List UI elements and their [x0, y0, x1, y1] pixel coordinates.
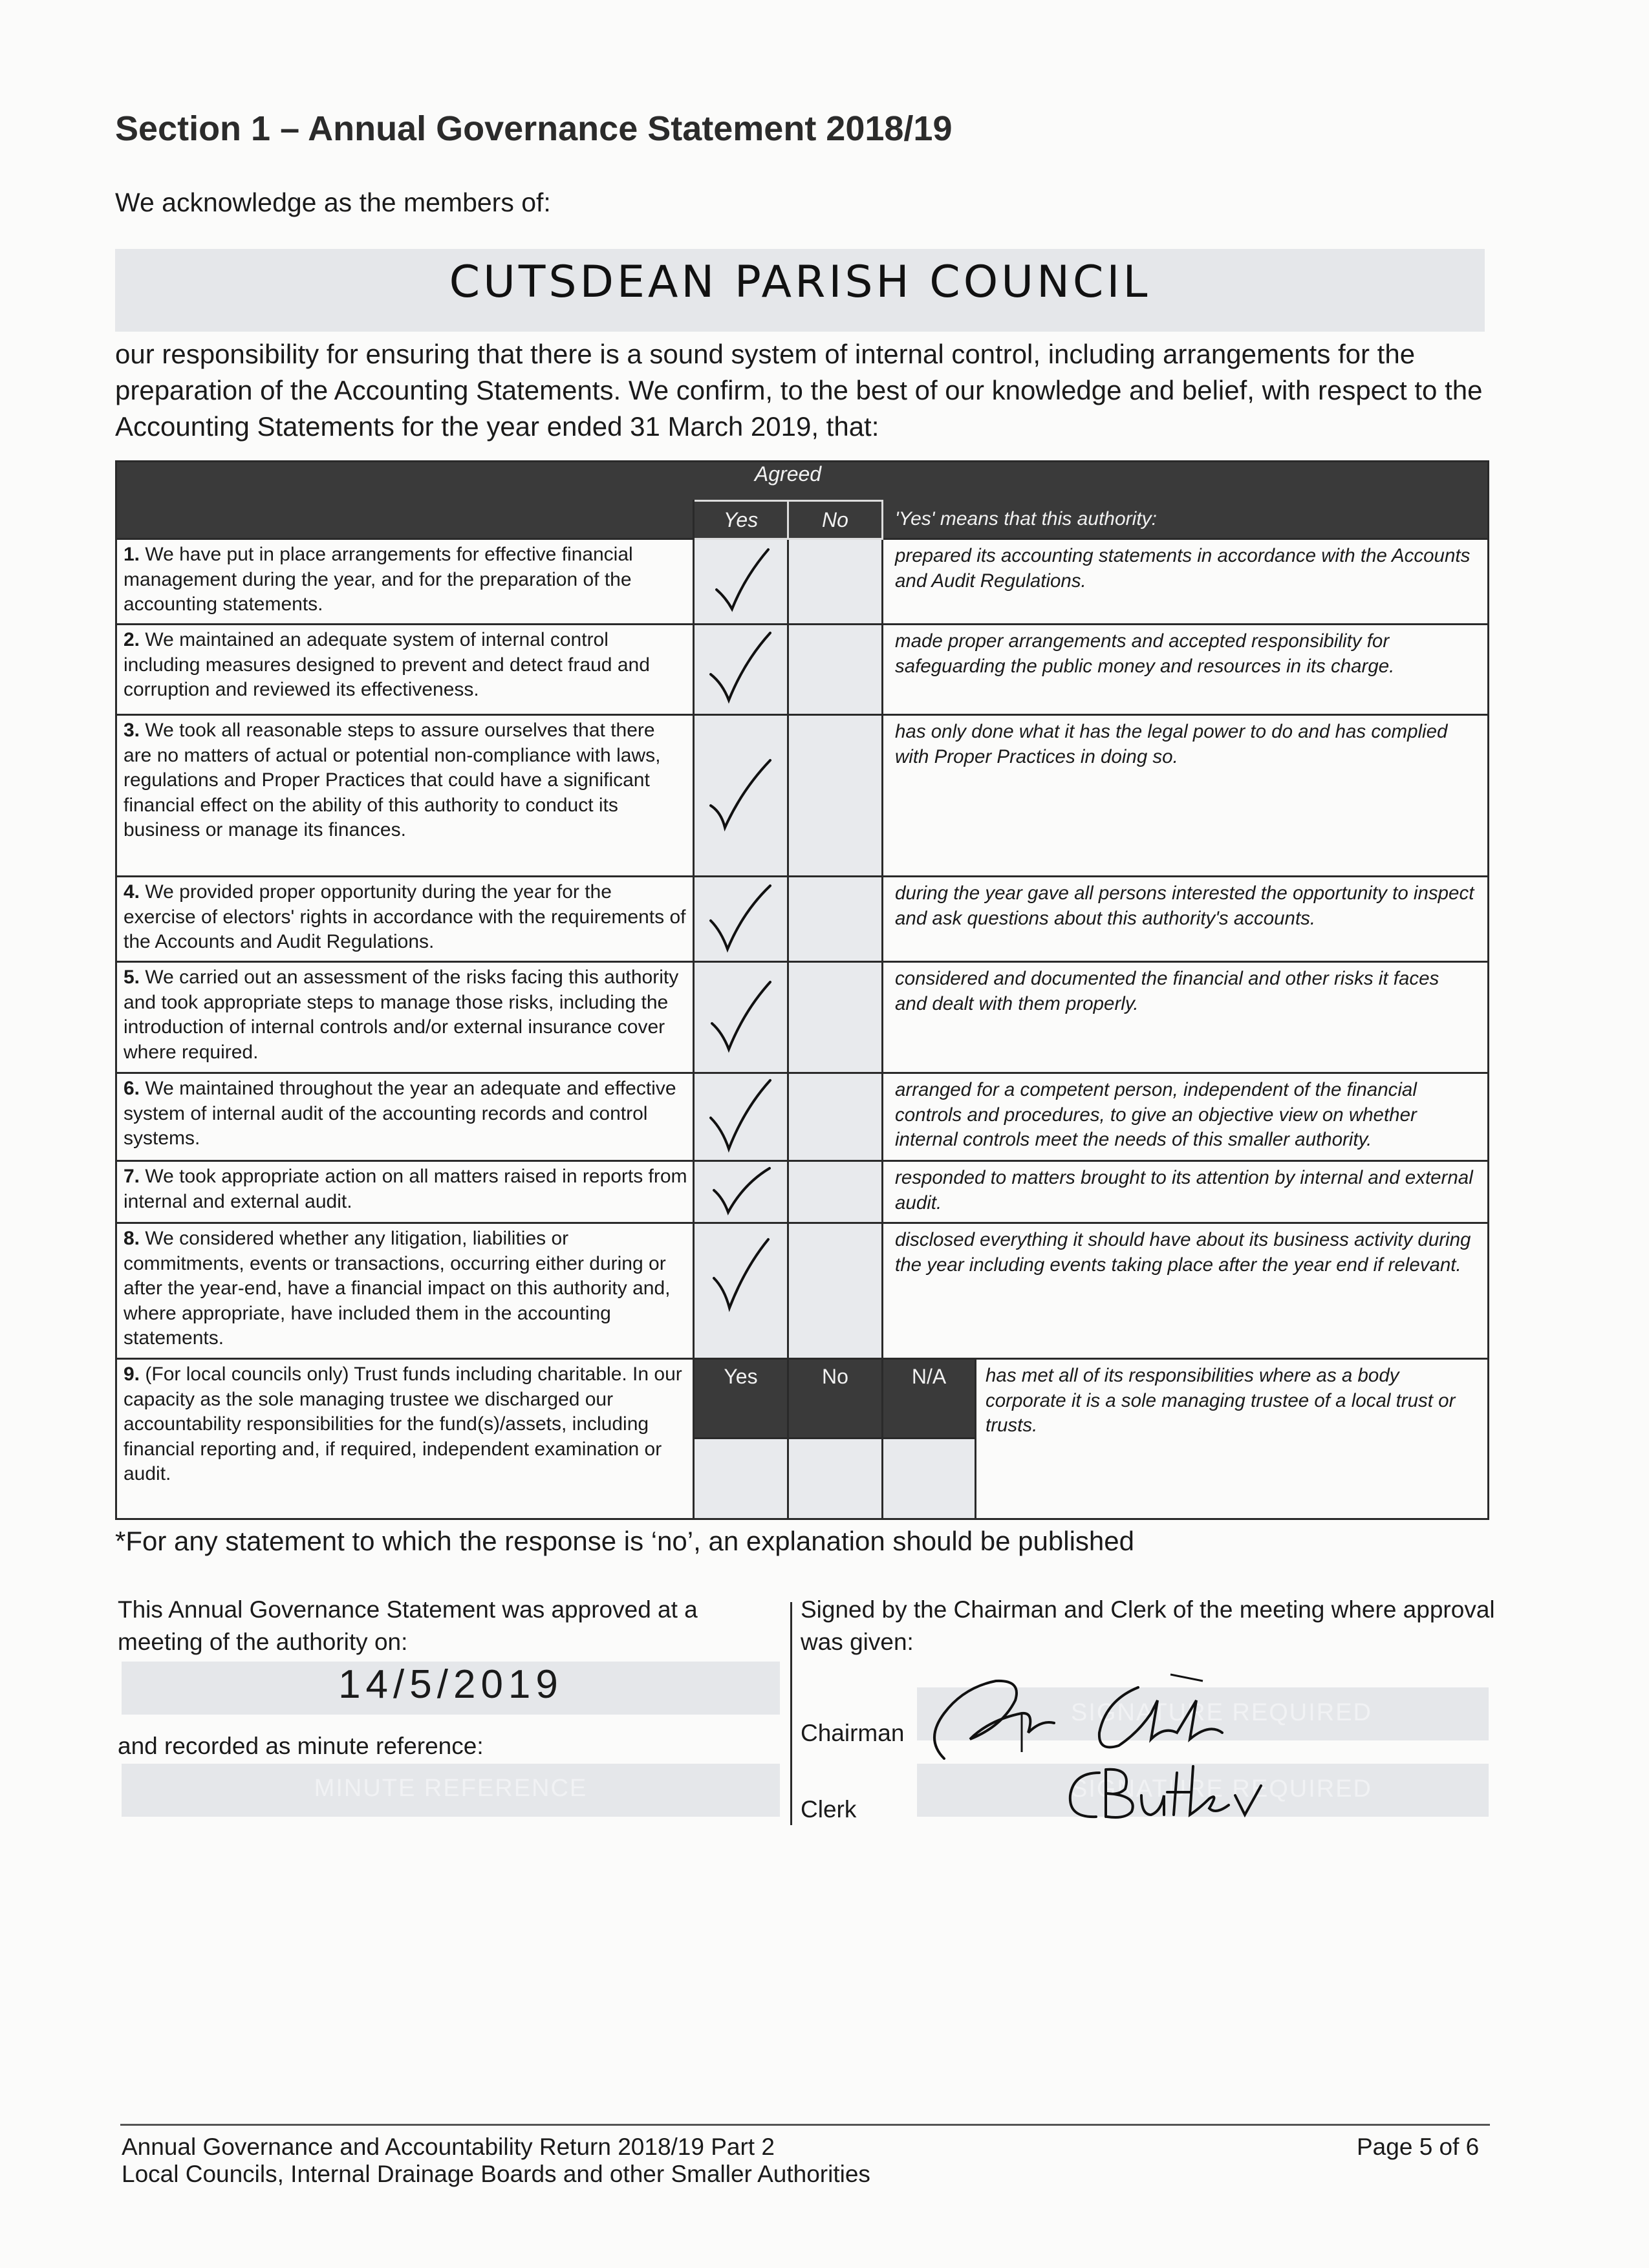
divider — [790, 1602, 792, 1825]
checkmark-icon — [706, 755, 777, 833]
checkmark-icon — [706, 629, 777, 707]
statement-8: 8. We considered whether any litigation, liabilities or commitments, events or transactions, occurring either during or after the year-end, have a financial impact on this authority and, where appropriate, have included them in the accounting statements. — [116, 1223, 694, 1359]
trust-no-header: No — [788, 1359, 883, 1439]
trust-na-cell[interactable] — [883, 1439, 976, 1519]
header-blank — [116, 462, 694, 501]
trust-na-header: N/A — [883, 1359, 976, 1439]
clerk-signature-image — [1061, 1760, 1293, 1831]
approval-date-field[interactable] — [122, 1662, 780, 1715]
approved-text: This Annual Governance Statement was approved at a meeting of the authority on: — [118, 1596, 698, 1655]
means-4: during the year gave all persons interested the opportunity to inspect and ask questions about this authority's accounts. — [883, 877, 1489, 962]
no-cell-1[interactable] — [788, 539, 883, 625]
statement-4: 4. We provided proper opportunity during the year for the exercise of electors' rights in accordance with the requirements of the Accounts and Audit Regulations. — [116, 877, 694, 962]
no-cell-4[interactable] — [788, 877, 883, 962]
statement-1: 1. We have put in place arrangements for effective financial management during the year, and for the preparation of the accounting statements. — [116, 539, 694, 625]
yes-cell-6[interactable] — [694, 1073, 788, 1161]
no-cell-6[interactable] — [788, 1073, 883, 1161]
no-cell-2[interactable] — [788, 625, 883, 715]
no-cell-5[interactable] — [788, 962, 883, 1073]
agreed-header: Agreed — [694, 462, 883, 501]
checkmark-icon — [706, 882, 777, 953]
statement-5: 5. We carried out an assessment of the risks facing this authority and took appropriate steps to manage those risks, including the introduction of internal controls and/or external insurance cover where required. — [116, 962, 694, 1073]
trust-yes-cell[interactable] — [694, 1439, 788, 1519]
statement-9: 9. (For local councils only) Trust funds including charitable. In our capacity as the sole managing trustee we discharged our accountability responsibilities for the fund(s)/assets, including financial reporting and, if required, independent examination or audit. — [116, 1359, 694, 1519]
statement-7: 7. We took appropriate action on all matters raised in reports from internal and external audit. — [116, 1161, 694, 1223]
no-header: No — [788, 501, 883, 539]
means-9: has met all of its responsibilities where as a body corporate it is a sole managing trustee of a local trust or trusts. — [976, 1359, 1489, 1519]
chairman-signature-placeholder: SIGNATURE REQUIRED — [1070, 1699, 1372, 1726]
table-row — [116, 1161, 1489, 1223]
clerk-signature-placeholder: SIGNATURE REQUIRED — [1070, 1775, 1372, 1803]
statement-6: 6. We maintained throughout the year an adequate and effective system of internal audit of the accounting records and control systems. — [116, 1073, 694, 1161]
means-1: prepared its accounting statements in accordance with the Accounts and Audit Regulations. — [883, 539, 1489, 625]
authority-name-field[interactable] — [115, 249, 1485, 332]
approval-date-handwritten: 14/5/2019 — [338, 1662, 563, 1707]
page-number: Page 5 of 6 — [1357, 2134, 1480, 2160]
yes-cell-3[interactable] — [694, 715, 788, 877]
section-title: Section 1 – Annual Governance Statement 2018/19 — [115, 109, 953, 148]
means-7: responded to matters brought to its attention by internal and external audit. — [883, 1161, 1489, 1223]
means-6: arranged for a competent person, independent of the financial controls and procedures, to give an objective view on whether internal controls meet the needs of this smaller authority. — [883, 1073, 1489, 1161]
governance-table — [115, 460, 1489, 1520]
checkmark-icon — [706, 977, 777, 1054]
table-row — [116, 539, 1489, 625]
means-header: 'Yes' means that this authority: — [883, 501, 1489, 539]
yes-cell-4[interactable] — [694, 877, 788, 962]
table-header-row — [116, 462, 1489, 501]
trust-no-cell[interactable] — [788, 1439, 883, 1519]
means-3: has only done what it has the legal power to do and has complied with Proper Practices in doing so. — [883, 715, 1489, 877]
yes-cell-2[interactable] — [694, 625, 788, 715]
means-2: made proper arrangements and accepted responsibility for safeguarding the public money and resources in its charge. — [883, 625, 1489, 715]
recorded-text: and recorded as minute reference: — [118, 1733, 484, 1759]
table-row — [116, 962, 1489, 1073]
chairman-label: Chairman — [801, 1720, 905, 1746]
table-row — [116, 1073, 1489, 1161]
footer-line-2: Local Councils, Internal Drainage Boards and other Smaller Authorities — [122, 2161, 870, 2187]
checkmark-icon — [709, 1236, 773, 1313]
signed-text: Signed by the Chairman and Clerk of the meeting where approval was given: — [801, 1596, 1495, 1655]
minute-reference-placeholder: MINUTE REFERENCE — [314, 1775, 588, 1802]
checkmark-icon — [709, 1164, 773, 1216]
responsibility-paragraph: our responsibility for ensuring that there is a sound system of internal control, including arrangements for the preparation of the Accounting Statements. We confirm, to the best of our knowledge and belief, with respect to the Accounting Statements for the year ended 31 March 2019, that: — [115, 339, 1483, 442]
table-row — [116, 1223, 1489, 1359]
table-row — [116, 625, 1489, 715]
footer-line-1: Annual Governance and Accountability Return 2018/19 Part 2 — [122, 2134, 775, 2160]
yes-cell-7[interactable] — [694, 1161, 788, 1223]
trust-yes-header: Yes — [694, 1359, 788, 1439]
means-5: considered and documented the financial and other risks it faces and dealt with them properly. — [883, 962, 1489, 1073]
statement-2: 2. We maintained an adequate system of internal control including measures designed to prevent and detect fraud and corruption and reviewed its effectiveness. — [116, 625, 694, 715]
authority-name-handwritten: CUTSDEAN PARISH COUNCIL — [449, 257, 1151, 308]
header-blank-right — [883, 462, 1489, 501]
minute-reference-field[interactable] — [122, 1764, 780, 1817]
checkmark-icon — [709, 544, 773, 615]
table-row — [116, 877, 1489, 962]
table-row — [116, 715, 1489, 877]
footnote: *For any statement to which the response is ‘no’, an explanation should be published — [115, 1526, 1134, 1556]
chairman-signature-image — [925, 1662, 1287, 1771]
footer-rule — [120, 2124, 1490, 2126]
no-cell-8[interactable] — [788, 1223, 883, 1359]
statement-3: 3. We took all reasonable steps to assure ourselves that there are no matters of actual or potential non-compliance with laws, regulations and Proper Practices that could have a significant financial effect on the ability of this authority to conduct its business or manage its finances. — [116, 715, 694, 877]
table-subheader-row — [116, 501, 1489, 539]
yes-header: Yes — [694, 501, 788, 539]
no-cell-7[interactable] — [788, 1161, 883, 1223]
table-row-9 — [116, 1359, 1489, 1439]
yes-cell-5[interactable] — [694, 962, 788, 1073]
acknowledge-text: We acknowledge as the members of: — [115, 187, 551, 217]
header-blank-2 — [116, 501, 694, 539]
checkmark-icon — [706, 1076, 777, 1154]
clerk-label: Clerk — [801, 1796, 857, 1823]
no-cell-3[interactable] — [788, 715, 883, 877]
yes-cell-1[interactable] — [694, 539, 788, 625]
means-8: disclosed everything it should have about its business activity during the year including events taking place after the year end if relevant. — [883, 1223, 1489, 1359]
yes-cell-8[interactable] — [694, 1223, 788, 1359]
